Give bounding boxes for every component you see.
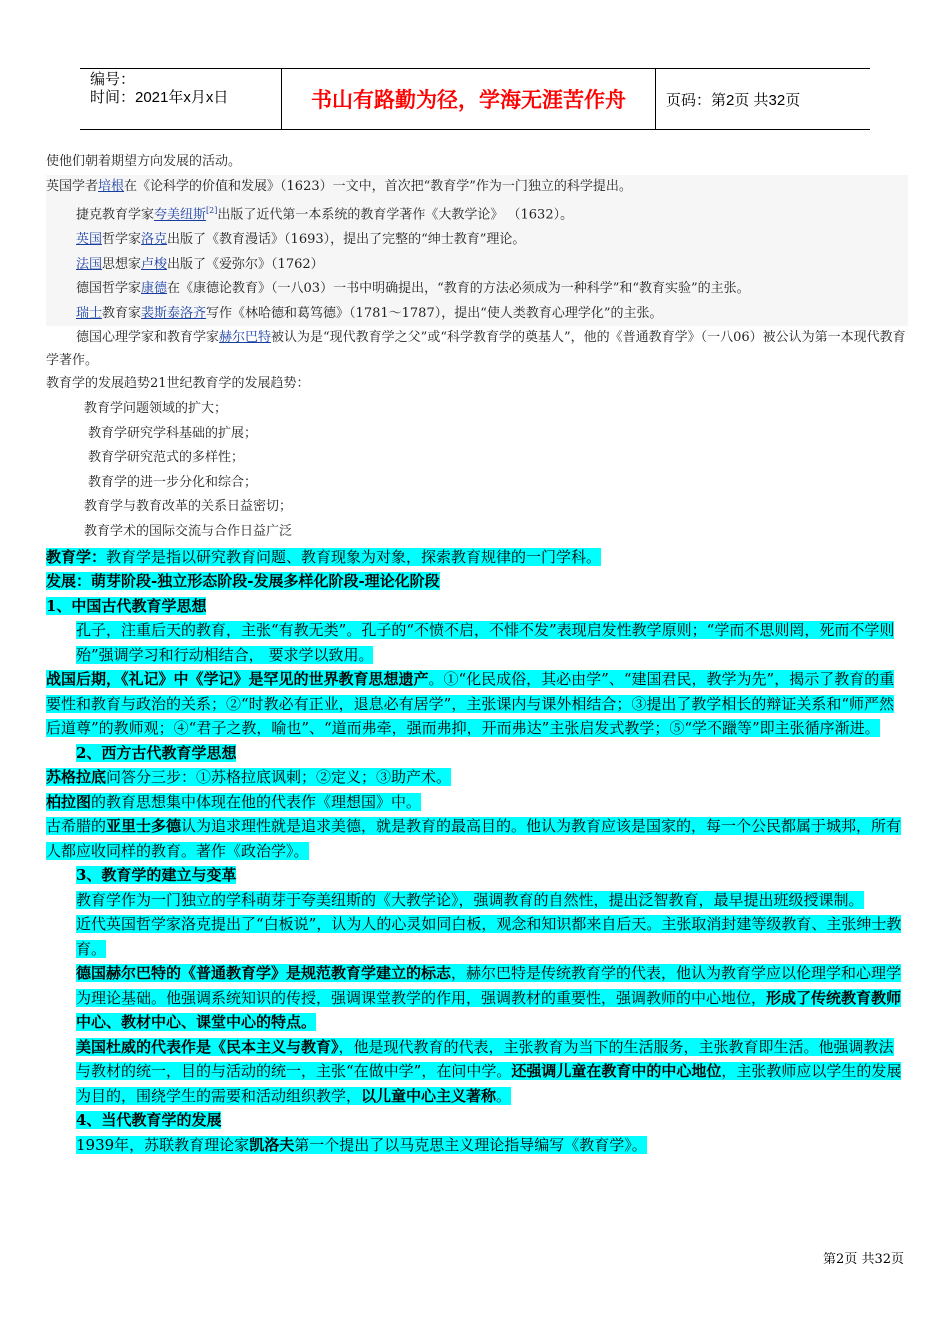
dewey-para — [46, 1035, 908, 1109]
section-title-2 — [46, 741, 908, 766]
trend-title: 教育学的发展趋势21世纪教育学的发展趋势： — [46, 376, 310, 392]
text: 写作《林哈德和葛笃德》（1781～1787），提出“使人类教育心理学化”的主张。 — [206, 305, 663, 321]
bacon-line — [46, 175, 908, 200]
link-bacon[interactable]: 培根 — [98, 178, 125, 194]
text: 出版了《爱弥尔》（1762） — [167, 256, 324, 272]
text: 4、当代教育学的发展 — [76, 1111, 222, 1130]
text: 德国哲学家 — [76, 281, 142, 297]
locke-para — [46, 912, 908, 961]
section-title-1 — [46, 594, 908, 619]
text: 认为追求理性就是追求美德，就是教育的最高目的。他认为教育应该是国家的，每一个公民都属于城邦，所有人都应收同样的教育。著作《政治学》。 — [46, 817, 902, 860]
header-table — [80, 68, 870, 130]
trend-item: 教育学的进一步分化和综合； — [88, 474, 258, 490]
herbart-para — [46, 961, 908, 1035]
trend-item: 教育学与教育改革的关系日益密切； — [84, 499, 293, 515]
time-label: 时间：2021年x月x日 — [90, 89, 229, 106]
pestalozzi-line — [46, 302, 908, 327]
kant-line — [46, 277, 908, 302]
text: 3、教育学的建立与变革 — [76, 866, 237, 885]
page-footer: 第2页 共32页 — [823, 1252, 904, 1267]
text: 教育学是指以研究教育问题、教育现象为对象，探索教育规律的一门学科。 — [106, 547, 602, 566]
document-body — [46, 150, 908, 1157]
text: 柏拉图 — [46, 792, 92, 811]
text: 德国赫尔巴特的《普通教育学》是规范教育学建立的标志 — [76, 964, 452, 983]
text: 。①“化民成俗，其必由学”、“建国君民，教学为先”，揭示了教育的重要性和教育与政治的关系；②“时教必有正业，退息必有居学”，主张课内与课外相结合；③提出了教学相长的辩证关系和“师严然后道尊”的教师观；④“君子之教，喻也”、“道而弗牵，强而弗抑，开而弗达”主张启发式教学；⑤“学不躐等”即主张循序渐进。 — [46, 670, 895, 738]
plato-para — [46, 790, 908, 815]
text: 被认为是“现代教育学之父”或“科学教育学的奠基人”，他的《普通教育学》（一八06）被公认为第一本现代教育学著作。 — [46, 330, 906, 369]
text: 发展：萌芽阶段-独立形态阶段-发展多样化阶段-理论化阶段 — [46, 572, 440, 591]
text: 德国心理学家和教育学家 — [76, 330, 220, 346]
comenius-para — [46, 888, 908, 913]
section-title-4 — [46, 1108, 908, 1133]
text: ，他是现代教育的代表，主张教育为当下的生活服务，主张教育即生活。他强调教法与教材的统一，目的与活动的统一，主张“在做中学”，在问中学。 — [76, 1037, 894, 1081]
link-england[interactable]: 英国 — [76, 232, 103, 248]
comenius-line — [46, 199, 908, 228]
socrates-para — [46, 765, 908, 790]
text: 哲学家 — [102, 232, 142, 248]
text: 捷克教育学家 — [76, 207, 155, 223]
section-title-3 — [46, 863, 908, 888]
text: 。 — [496, 1086, 512, 1105]
text: 凯洛夫 — [249, 1135, 295, 1154]
link-locke[interactable]: 洛克 — [141, 232, 168, 248]
link-rousseau[interactable]: 卢梭 — [141, 256, 168, 272]
header-meta-cell — [80, 69, 282, 129]
link-herbart[interactable]: 赫尔巴特 — [219, 330, 272, 346]
trend-item: 教育学研究学科基础的扩展； — [88, 425, 258, 441]
text: 的教育思想集中体现在他的代表作《理想国》中。 — [91, 792, 422, 811]
link-france[interactable]: 法国 — [76, 256, 103, 272]
text: 还强调儿童在教育中的中心地位 — [511, 1062, 722, 1081]
page-label: 页码：第2页 共32页 — [666, 91, 801, 109]
text: 古希腊的 — [46, 817, 107, 836]
stages — [46, 569, 908, 594]
text: 在《康德论教育》（一八03）一书中明确提出，“教育的方法必须成为一种科学”和“教育实验”的主张。 — [167, 281, 750, 297]
number-label: 编号： — [90, 71, 136, 88]
text: 出版了近代第一本系统的教育学著作《大教学论》 （1632）。 — [217, 207, 574, 223]
text: 问答分三步：①苏格拉底讽刺；②定义；③助产术。 — [106, 768, 452, 787]
link-switzerland[interactable]: 瑞士 — [76, 305, 103, 321]
text: 孔子，注重后天的教育，主张“有教无类”。孔子的“不愤不启，不悱不发”表现启发性教学原则；“学而不思则罔，死而不学则殆”强调学习和行动相结合， 要求学以致用。 — [76, 621, 895, 664]
herbart-intro — [46, 326, 908, 372]
text: 教育家 — [102, 305, 142, 321]
aristotle-para — [46, 814, 908, 863]
text: 教育学： — [46, 547, 107, 566]
text: 第一个提出了以马克思主义理论指导编写《教育学》。 — [294, 1135, 647, 1154]
text: 1、中国古代教育学思想 — [46, 596, 207, 615]
confucius-para — [46, 618, 908, 667]
text: 1939年，苏联教育理论家 — [76, 1135, 250, 1154]
trend-item: 教育学问题领域的扩大； — [84, 401, 228, 417]
text: 出版了《教育漫话》（1693），提出了完整的“绅士教育”理论。 — [167, 232, 526, 248]
text: 思想家 — [102, 256, 142, 272]
locke-line — [46, 228, 908, 253]
text: 教育学作为一门独立的学科萌芽于夸美纽斯的《大教学论》，强调教育的自然性，提出泛智教育，最早提出班级授课制。 — [76, 890, 864, 909]
text: 美国杜威的代表作是《民本主义与教育》 — [76, 1037, 339, 1056]
text: 战国后期，《礼记》中《学记》是罕见的世界教育思想遗产 — [46, 670, 429, 689]
text: ，主张教师应以学生的发展为目的，围绕学生的需要和活动组织教学， — [76, 1062, 902, 1105]
text: 苏格拉底 — [46, 768, 107, 787]
link-pestalozzi[interactable]: 裴斯泰洛齐 — [141, 305, 207, 321]
text: 近代英国哲学家洛克提出了“白板说”，认为人的心灵如同白板，观念和知识都来自后天。主张取消封建等级教育、主张绅士教育。 — [76, 915, 902, 958]
kairov-para — [46, 1133, 908, 1158]
link-comenius[interactable]: 夸美纽斯 — [154, 207, 207, 223]
intro-line: 使他们朝着期望方向发展的活动。 — [46, 154, 242, 169]
text: 以儿童中心主义著称 — [361, 1086, 497, 1105]
rousseau-line — [46, 253, 908, 278]
text: 亚里士多德 — [106, 817, 182, 836]
footnote-ref[interactable]: [2] — [206, 206, 218, 216]
text: 2、西方古代教育学思想 — [76, 743, 237, 762]
xueji-para — [46, 667, 908, 741]
trend-item: 教育学术的国际交流与合作日益广泛 — [84, 524, 293, 540]
text: 英国学者 — [46, 178, 99, 194]
motto: 书山有路勤为径，学海无涯苦作舟 — [282, 69, 656, 129]
trend-item: 教育学研究范式的多样性； — [88, 450, 245, 466]
link-kant[interactable]: 康德 — [141, 281, 168, 297]
text: 形成了传统教育教师中心、教材中心、课堂中心的特点。 — [76, 988, 902, 1032]
text: ，赫尔巴特是传统教育学的代表，他认为教育学应以伦理学和心理学为理论基础。他强调系统知识的传授，强调课堂教学的作用，强调教材的重要性，强调教师的中心地位， — [76, 964, 902, 1007]
definition — [46, 545, 908, 570]
text: 在《论科学的价值和发展》（1623）一文中，首次把“教育学”作为一门独立的科学提出。 — [124, 178, 632, 194]
